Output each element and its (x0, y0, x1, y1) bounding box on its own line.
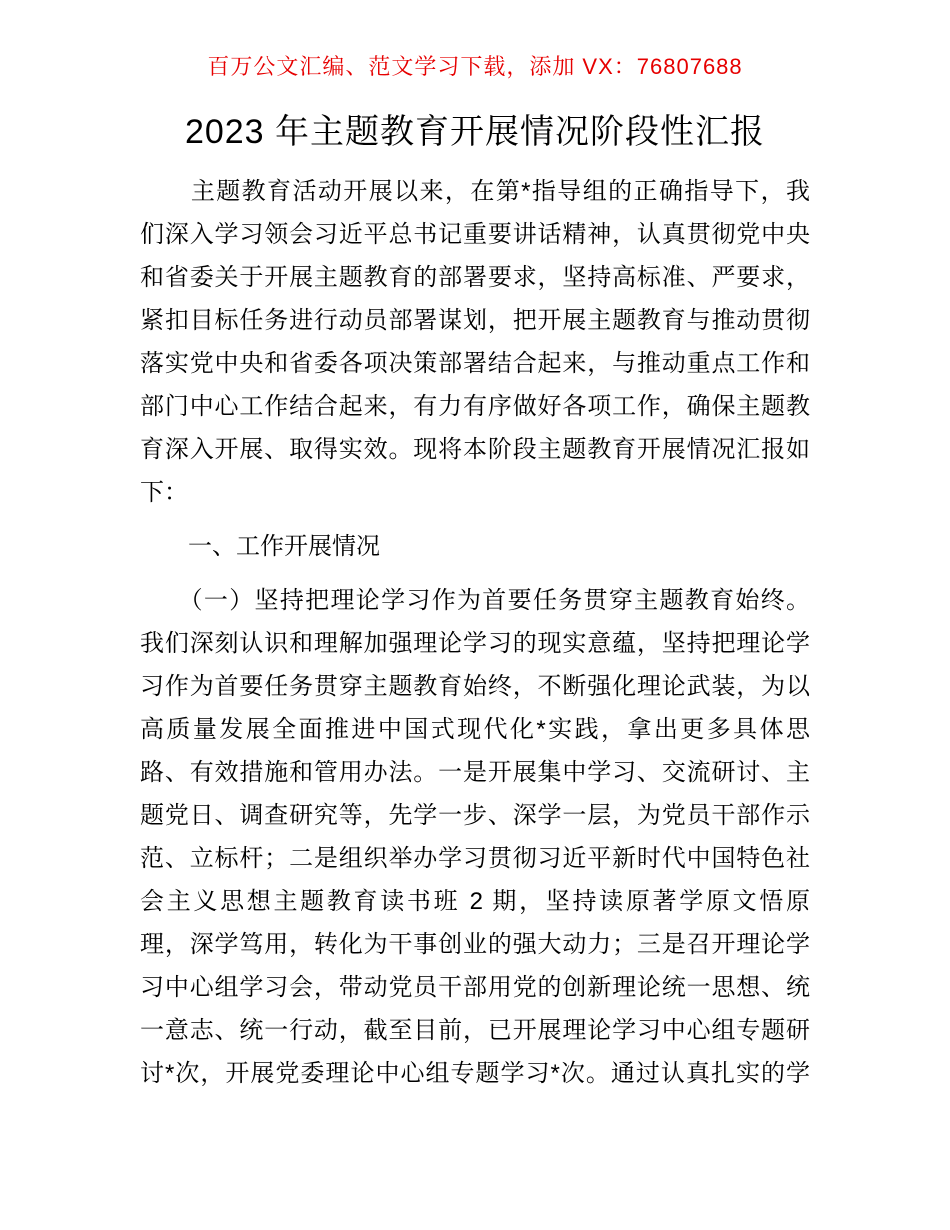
intro-paragraph-line: 和省委关于开展主题教育的部署要求，坚持高标准、严要求， (140, 264, 810, 291)
intro-paragraph-line: 下： (140, 479, 188, 506)
section-1-paragraph-1-line: 习中心组学习会，带动党员干部用党的创新理论统一思想、统 (140, 974, 810, 1001)
document-body (140, 170, 810, 1095)
section-1-paragraph-1-line: 会主义思想主题教育读书班 2 期，坚持读原著学原文悟原 (140, 888, 810, 915)
intro-paragraph-line: 紧扣目标任务进行动员部署谋划，把开展主题教育与推动贯彻 (140, 307, 810, 334)
section-1-paragraph-1-line: 路、有效措施和管用办法。一是开展集中学习、交流研讨、主 (140, 759, 810, 786)
intro-paragraph-line: 落实党中央和省委各项决策部署结合起来，与推动重点工作和 (140, 350, 810, 377)
intro-paragraph-line: 育深入开展、取得实效。现将本阶段主题教育开展情况汇报如 (140, 436, 810, 463)
section-heading-1 (140, 525, 810, 568)
watermark-notice: 百万公文汇编、范文学习下载，添加 VX：76807688 (207, 54, 743, 79)
section-1-paragraph-1-line: （一）坚持把理论学习作为首要任务贯穿主题教育始终。 (140, 587, 810, 614)
section-1-paragraph-1-line: 范、立标杆；二是组织举办学习贯彻习近平新时代中国特色社 (140, 845, 810, 872)
intro-paragraph-line: 主题教育活动开展以来，在第*指导组的正确指导下，我 (140, 178, 810, 205)
intro-paragraph-line: 部门中心工作结合起来，有力有序做好各项工作，确保主题教 (140, 393, 810, 420)
document-title: 2023 年主题教育开展情况阶段性汇报 (184, 113, 766, 151)
section-1-paragraph-1-line: 题党日、调查研究等，先学一步、深学一层，为党员干部作示 (140, 802, 810, 829)
intro-paragraph-line: 们深入学习领会习近平总书记重要讲话精神，认真贯彻党中央 (140, 221, 810, 248)
section-1-paragraph-1-line: 高质量发展全面推进中国式现代化*实践，拿出更多具体思 (140, 716, 810, 743)
section-1-paragraph-1-line: 理，深学笃用，转化为干事创业的强大动力；三是召开理论学 (140, 931, 810, 958)
section-1-paragraph-1-line: 一意志、统一行动，截至目前，已开展理论学习中心组专题研 (140, 1017, 810, 1044)
section-1-paragraph-1-line: 习作为首要任务贯穿主题教育始终，不断强化理论武装，为以 (140, 673, 810, 700)
section-1-paragraph-1-line: 讨*次，开展党委理论中心组专题学习*次。通过认真扎实的学 (140, 1060, 810, 1087)
intro-paragraph (140, 170, 810, 514)
section-1-paragraph-1-line: 我们深刻认识和理解加强理论学习的现实意蕴，坚持把理论学 (140, 630, 810, 657)
section-heading-1-line: 一、工作开展情况 (140, 533, 380, 560)
section-1-paragraph-1 (140, 579, 810, 1095)
